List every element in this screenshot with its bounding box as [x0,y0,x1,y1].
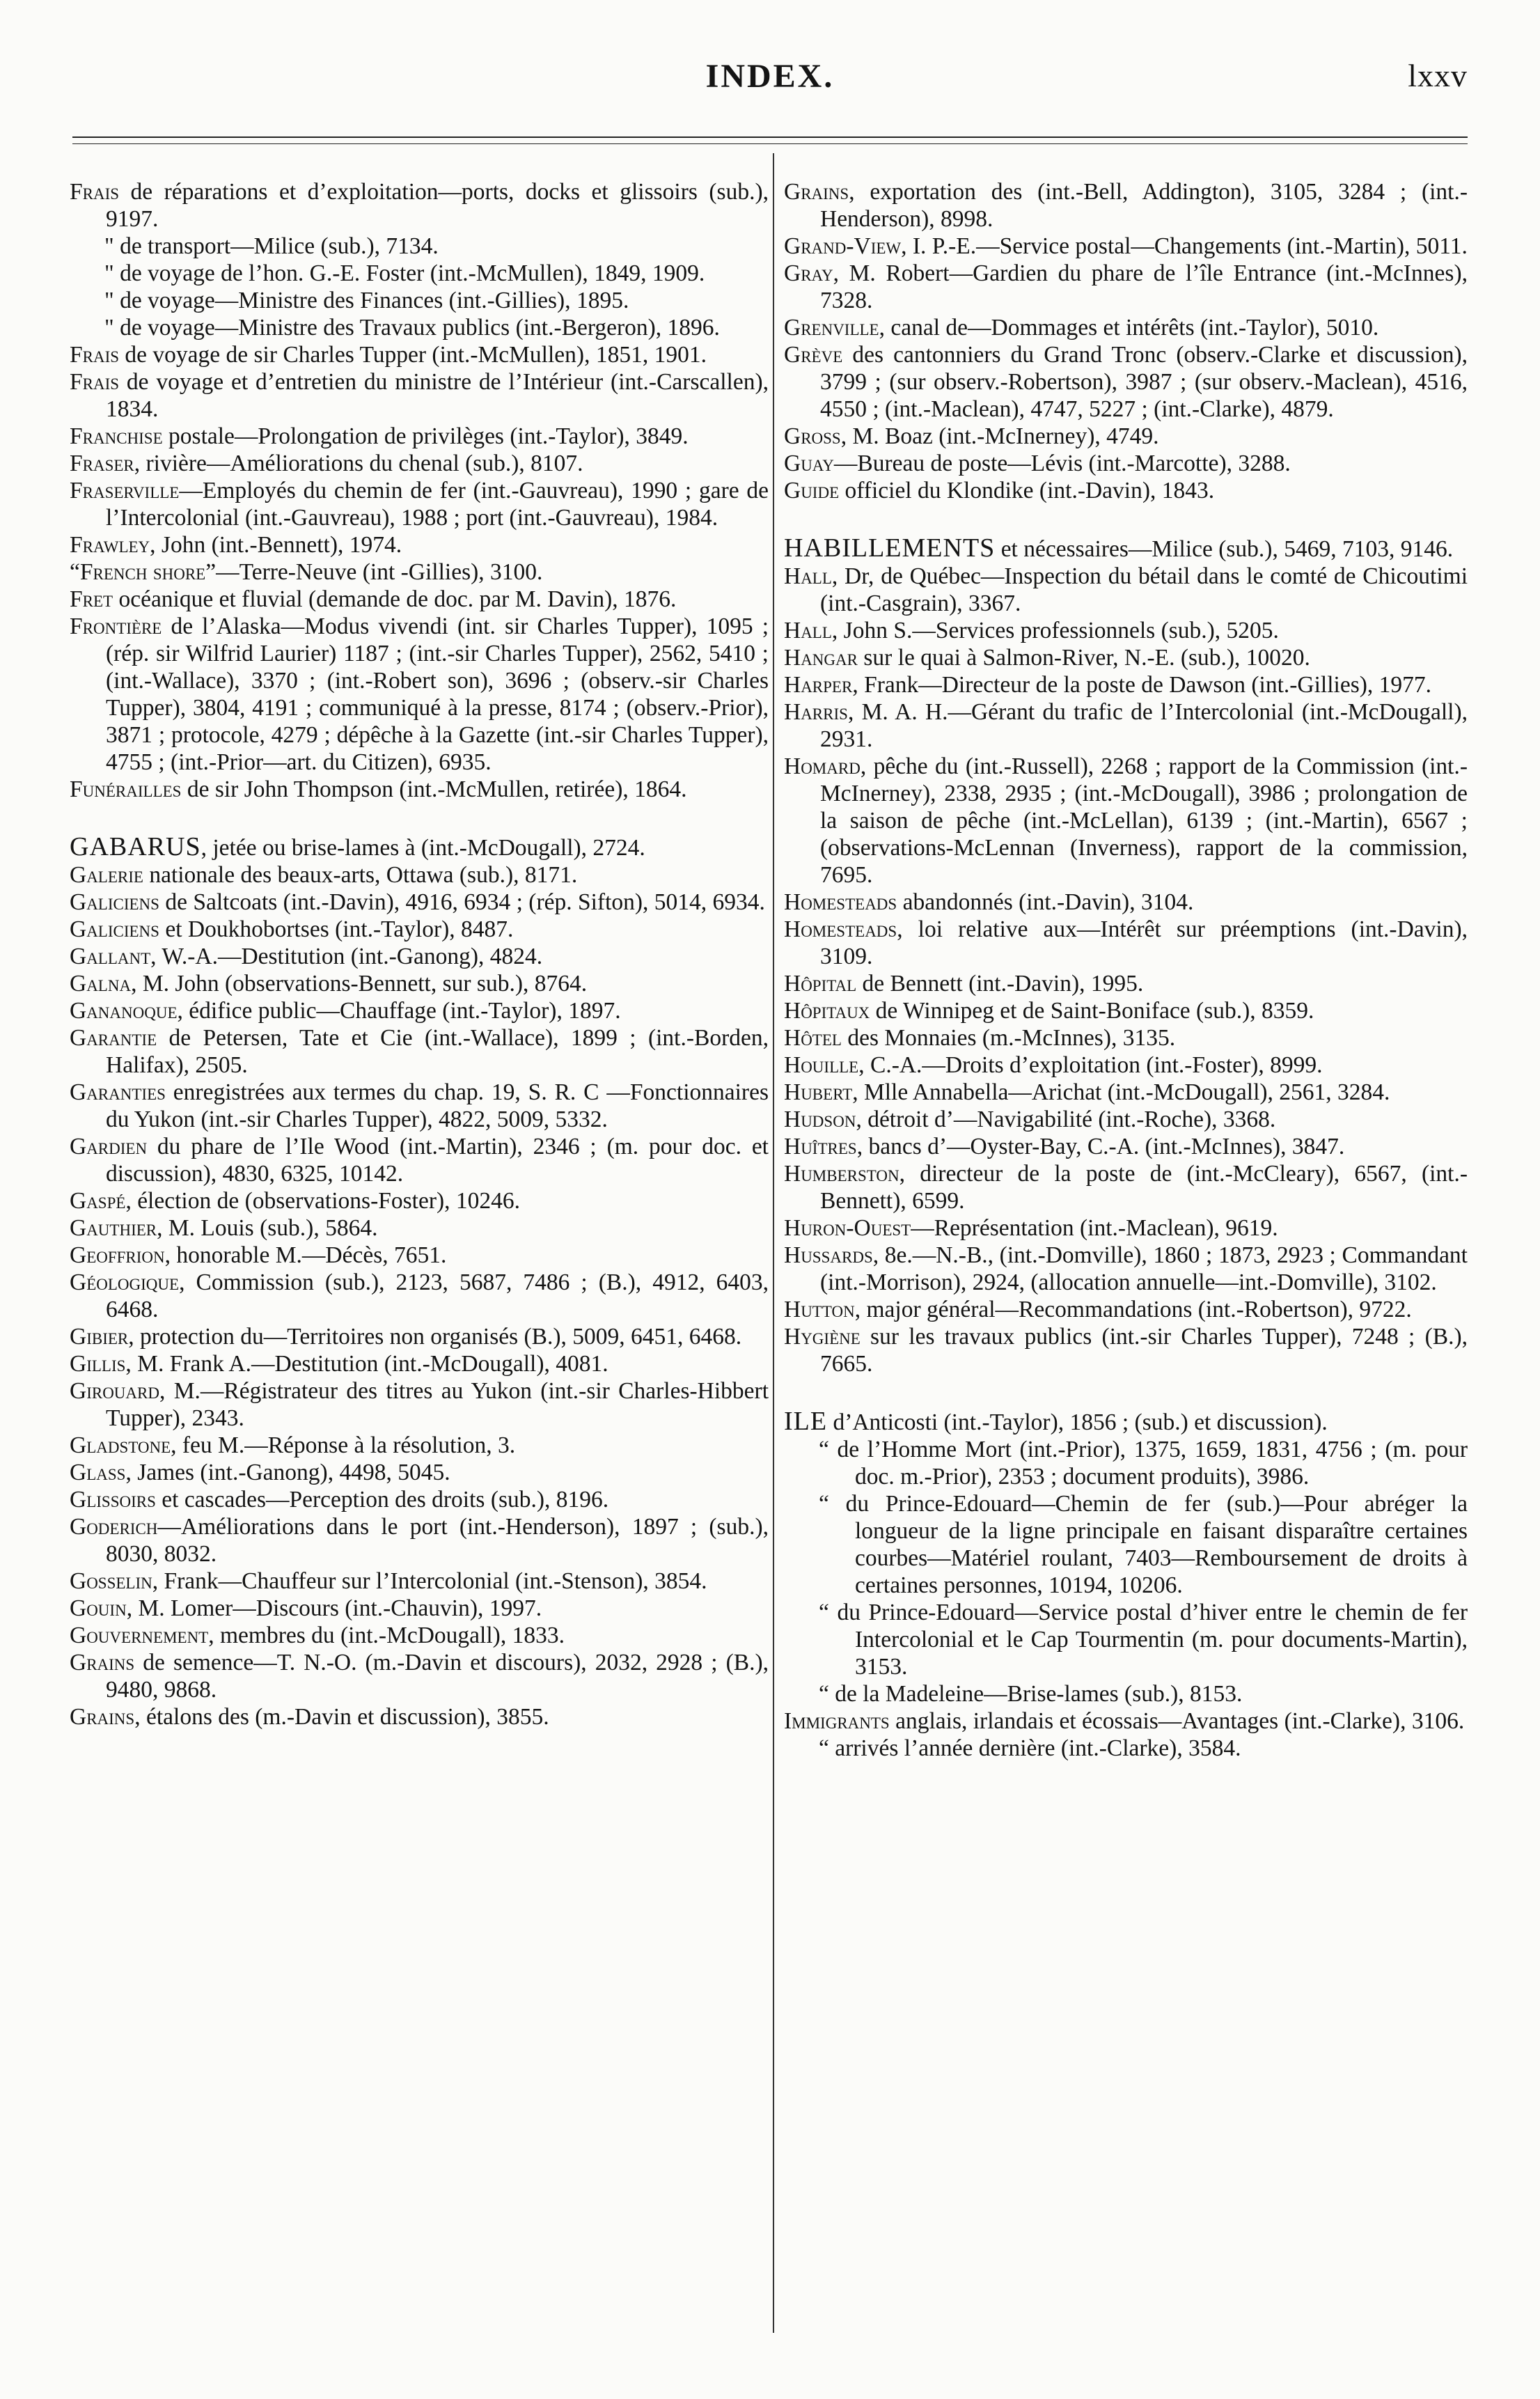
entry-text: , Frank—Directeur de la poste de Dawson (int.-Gillies), 1977. [852,672,1432,698]
index-entry [784,698,1468,753]
entry-text: du phare de l’Ile Wood (int.-Martin), 2346 ; (m. pour doc. et discussion), 4830, 6325, 10142. [106,1134,769,1187]
index-entry [784,178,1468,233]
entry-text: , élection de (observations-Foster), 10246. [125,1188,521,1214]
entry-heading: Gananoque [70,998,178,1024]
entry-heading: Hall [784,563,832,589]
index-entry [784,1408,1468,1436]
index-entry [70,314,769,341]
entry-text: , C.-A.—Droits d’exploitation (int.-Foster), 8999. [858,1052,1323,1078]
entry-heading: Hôpital [784,971,857,997]
index-entry [784,1214,1468,1242]
entry-text: de Saltcoats (int.-Davin), 4916, 6934 ; (rép. Sifton), 5014, 6934. [159,889,765,915]
entry-heading: " [104,315,114,341]
entry-text: , exportation des (int.-Bell, Addington), 3105, 3284 ; (int.-Henderson), 8998. [820,179,1468,232]
index-entry [784,260,1468,314]
entry-heading: Garantie [70,1025,157,1051]
index-entry [784,889,1468,916]
entry-heading: Harris [784,699,848,725]
entry-heading: Franchise [70,423,163,449]
entry-heading: Geoffrion [70,1242,165,1268]
entry-text: de voyage—Ministre des Travaux publics (int.-Bergeron), 1896. [113,315,720,341]
entry-heading: Galiciens [70,916,159,942]
entry-text: enregistrées aux termes du chap. 19, S. R. C —Fonctionnaires du Yukon (int.-sir Charles Tupper), 4822, 5009, 5332. [106,1079,769,1132]
entry-heading: “French shore [70,559,206,585]
page-number: lxxv [1408,58,1468,93]
entry-text: , jetée ou brise-lames à (int.-McDougall), 2724. [201,835,645,861]
entry-text: et nécessaires—Milice (sub.), 5469, 7103, 9146. [995,536,1454,562]
entry-heading: Hangar [784,645,858,671]
entry-text: , Dr, de Québec—Inspection du bétail dans le comté de Chicoutimi (int.-Casgrain), 3367. [820,563,1468,616]
entry-heading: “ [819,1681,829,1707]
index-entry [784,314,1468,341]
index-entry [70,1242,769,1269]
entry-text: et cascades—Perception des droits (sub.), 8196. [155,1487,609,1513]
entry-heading: ILE [784,1407,828,1436]
entry-heading: HABILLEMENTS [784,533,996,563]
index-entry [70,1649,769,1703]
entry-heading: Guide [784,478,840,503]
index-entry [70,341,769,368]
header-rule [72,136,1468,138]
entry-heading: Gillis [70,1351,126,1377]
entry-text: , W.-A.—Destitution (int.-Ganong), 4824. [150,944,543,969]
entry-heading: Gray [784,260,833,286]
entry-heading: Gaspé [70,1188,126,1214]
section-gap [784,504,1468,535]
index-entry [70,997,769,1024]
column-divider [773,153,774,2333]
index-entry [70,1024,769,1079]
entry-text: , étalons des (m.-Davin et discussion), 3855. [134,1704,549,1730]
index-entry [70,558,769,586]
entry-text: , James (int.-Ganong), 4498, 5045. [125,1460,450,1485]
entry-text: , rivière—Améliorations du chenal (sub.), 8107. [134,451,583,476]
index-entry [784,1024,1468,1052]
entry-text: , édifice public—Chauffage (int.-Taylor), 1897. [177,998,621,1024]
entry-heading: Immigrants [784,1708,890,1734]
entry-heading: " [104,260,114,286]
index-entry [784,450,1468,477]
entry-heading: Grève [784,342,843,368]
entry-text: —Employés du chemin de fer (int.-Gauvreau), 1990 ; gare de l’Intercolonial (int.-Gauvreau), 1988 ; port (int.-Gauvreau), 1984. [106,478,769,531]
entry-text: , M. A. H.—Gérant du trafic de l’Intercolonial (int.-McDougall), 2931. [820,699,1468,752]
entry-heading: Glass [70,1460,126,1485]
entry-text: , protection du—Territoires non organisés (B.), 5009, 6451, 6468. [128,1324,742,1350]
entry-text: océanique et fluvial (demande de doc. par M. Davin), 1876. [113,586,677,612]
entry-text: des cantonniers du Grand Tronc (observ.-Clarke et discussion), 3799 ; (sur observ.-Robertson), 3987 ; (sur observ.-Maclean), 4516, 4550 ; (int.-Maclean), 4747, 5227 ; (int.-Clarke), 4879. [820,342,1468,422]
index-entry [784,1052,1468,1079]
entry-text: du Prince-Edouard—Service postal d’hiver entre le chemin de fer Intercolonial et le Cap Tourmentin (m. pour documents-Martin), 3153. [828,1600,1468,1680]
index-entry [784,233,1468,260]
index-entry [784,1735,1468,1762]
index-entry [70,1459,769,1486]
index-entry [70,834,769,861]
entry-heading: Harper [784,672,853,698]
entry-heading: Gross [784,423,841,449]
entry-heading: Grains [70,1650,135,1675]
entry-heading: Galerie [70,862,143,888]
index-entry [70,970,769,997]
entry-heading: Gibier [70,1324,129,1350]
entry-text: de transport—Milice (sub.), 7134. [113,233,439,259]
index-entry [784,1599,1468,1680]
entry-heading: Gladstone [70,1432,171,1458]
index-entry [784,535,1468,563]
entry-text: de voyage—Ministre des Finances (int.-Gillies), 1895. [113,288,629,313]
entry-text: , pêche du (int.-Russell), 2268 ; rapport de la Commission (int.-McInerney), 2338, 2935 ; (int.-McDougall), 3986 ; prolongation de la saison de pêche (int.-McLellan), 6139 ; (int.-Martin), 6567 ; (observations-McLennan (Inverness), rapport de la commission, 7695. [820,753,1468,888]
entry-text: , bancs d’—Oyster-Bay, C.-A. (int.-McInnes), 3847. [856,1134,1345,1159]
entry-text: de l’Homme Mort (int.-Prior), 1375, 1659, 1831, 4756 ; (m. pour doc. m.-Prior), 2353 ; document produits), 3986. [828,1437,1468,1490]
entry-text: , M. Frank A.—Destitution (int.-McDougall), 4081. [125,1351,608,1377]
index-entry [70,1214,769,1242]
index-entry [784,916,1468,970]
entry-heading: Frais [70,342,120,368]
index-entry [70,1133,769,1187]
entry-text: de l’Alaska—Modus vivendi (int. sir Charles Tupper), 1095 ; (rép. sir Wilfrid Laurier) 1187 ; (int.-sir Charles Tupper), 2562, 5410 ; (int.-Wallace), 3370 ; (int.-Robert son), 3696 ; (observ.-sir Charles Tupper), 3804, 4191 ; communiqué à la presse, 8174 ; (observ.-Prior), 3871 ; protocole, 4279 ; dépêche à la Gazette (int.-sir Charles Tupper), 4755 ; (int.-Prior—art. du Citizen), 6935. [106,614,769,775]
entry-heading: Fret [70,586,113,612]
entry-heading: Homesteads [784,916,897,942]
index-entry [784,997,1468,1024]
index-entry [784,671,1468,698]
index-entry [70,287,769,314]
index-entry [70,586,769,613]
entry-text: , Commission (sub.), 2123, 5687, 7486 ; (B.), 4912, 6403, 6468. [106,1269,769,1322]
index-entry [70,1568,769,1595]
entry-heading: Fraserville [70,478,180,503]
entry-text: , M. John (observations-Bennett, sur sub.), 8764. [131,971,588,997]
entry-text: de semence—T. N.-O. (m.-Davin et discours), 2032, 2928 ; (B.), 9480, 9868. [106,1650,769,1703]
index-entry [70,233,769,260]
entry-text: , I. P.-E.—Service postal—Changements (int.-Martin), 5011. [901,233,1468,259]
index-entry [784,1296,1468,1323]
index-entry [70,1513,769,1568]
entry-heading: Glissoirs [70,1487,156,1513]
entry-heading: Galna [70,971,132,997]
entry-heading: Garanties [70,1079,166,1105]
entry-text: ”—Terre-Neuve (int -Gillies), 3100. [205,559,543,585]
entry-heading: Gauthier [70,1215,157,1241]
index-entry [70,1595,769,1622]
index-entry [70,477,769,531]
left-column [70,178,769,1730]
header-rule-thin [72,143,1468,144]
entry-heading: Hôtel [784,1025,842,1051]
entry-text: , major général—Recommandations (int.-Robertson), 9722. [854,1297,1412,1322]
entry-heading: Humberston [784,1161,899,1187]
entry-text: de sir John Thompson (int.-McMullen, retirée), 1864. [181,776,687,802]
index-entry [784,753,1468,889]
entry-text: , M.—Régistrateur des titres au Yukon (int.-sir Charles-Hibbert Tupper), 2343. [106,1378,769,1431]
index-entry [70,1432,769,1459]
index-entry [70,450,769,477]
index-entry [784,1323,1468,1377]
entry-text: , Mlle Annabella—Arichat (int.-McDougall), 2561, 3284. [852,1079,1390,1105]
entry-text: , John (int.-Bennett), 1974. [150,532,402,558]
entry-heading: Galiciens [70,889,159,915]
entry-text: , membres du (int.-McDougall), 1833. [208,1623,565,1648]
entry-text: , M. Louis (sub.), 5864. [157,1215,378,1241]
index-entry [784,1160,1468,1214]
entry-heading: Homesteads [784,889,897,915]
entry-text: postale—Prolongation de privilèges (int.-Taylor), 3849. [162,423,689,449]
entry-text: , 8e.—N.-B., (int.-Domville), 1860 ; 1873, 2923 ; Commandant (int.-Morrison), 2924, (allocation annuelle—int.-Domville), 3102. [820,1242,1468,1295]
entry-heading: Grains [70,1704,135,1730]
entry-heading: “ [819,1735,829,1761]
entry-heading: Géologique [70,1269,180,1295]
entry-heading: “ [819,1491,829,1517]
entry-heading: " [104,288,114,313]
index-entry [784,423,1468,450]
index-entry [70,1486,769,1513]
index-entry [70,889,769,916]
entry-text: arrivés l’année dernière (int.-Clarke), 3584. [828,1735,1241,1761]
index-entry [70,260,769,287]
entry-text: , M. Robert—Gardien du phare de l’île Entrance (int.-McInnes), 7328. [820,260,1468,313]
index-entry [70,423,769,450]
entry-text: —Représentation (int.-Maclean), 9619. [911,1215,1278,1241]
entry-text: de réparations et d’exploitation—ports, docks et glissoirs (sub.), 9197. [106,179,769,232]
entry-heading: Goderich [70,1514,158,1540]
entry-text: , honorable M.—Décès, 7651. [164,1242,447,1268]
entry-heading: Frais [70,179,120,205]
entry-heading: Gosselin [70,1568,152,1594]
entry-text: officiel du Klondike (int.-Davin), 1843. [839,478,1215,503]
index-entry [70,1703,769,1730]
entry-heading: Hygiène [784,1324,861,1350]
entry-text: , Frank—Chauffeur sur l’Intercolonial (int.-Stenson), 3854. [152,1568,707,1594]
index-entry [784,563,1468,617]
entry-text: , canal de—Dommages et intérêts (int.-Taylor), 5010. [879,315,1379,341]
index-entry [70,1323,769,1350]
entry-heading: Houille [784,1052,859,1078]
entry-heading: Frais [70,369,120,395]
index-entry [784,341,1468,423]
entry-heading: Frontière [70,614,162,639]
entry-text: —Bureau de poste—Lévis (int.-Marcotte), 3288. [833,451,1291,476]
entry-heading: Grand-View [784,233,902,259]
index-entry [70,368,769,423]
index-entry [70,1377,769,1432]
entry-heading: Guay [784,451,834,476]
entry-heading: Frawley [70,532,150,558]
entry-heading: Hudson [784,1107,856,1132]
entry-text: de la Madeleine—Brise-lames (sub.), 8153. [828,1681,1243,1707]
entry-heading: Hall [784,618,832,643]
entry-text: abandonnés (int.-Davin), 3104. [897,889,1194,915]
entry-heading: Funérailles [70,776,182,802]
entry-text: , feu M.—Réponse à la résolution, 3. [171,1432,516,1458]
entry-text: anglais, irlandais et écossais—Avantages (int.-Clarke), 3106. [889,1708,1465,1734]
entry-text: des Monnaies (m.-McInnes), 3135. [841,1025,1176,1051]
section-gap [784,1377,1468,1408]
index-entry [70,776,769,803]
entry-text: sur les travaux publics (int.-sir Charles Tupper), 7248 ; (B.), 7665. [820,1324,1468,1377]
entry-heading: Gallant [70,944,151,969]
entry-text: du Prince-Edouard—Chemin de fer (sub.)—Pour abréger la longueur de la ligne principale en faisant disparaître certaines courbes—Matériel roulant, 7403—Remboursement de droits à certaines personnes, 10194, 10206. [828,1491,1468,1598]
section-gap [70,803,769,834]
entry-heading: Hôpitaux [784,998,870,1024]
entry-heading: Gouvernement [70,1623,209,1648]
entry-text: d’Anticosti (int.-Taylor), 1856 ; (sub.) et discussion). [827,1409,1328,1435]
index-entry [70,1079,769,1133]
entry-text: , John S.—Services professionnels (sub.), 5205. [831,618,1279,643]
entry-text: , loi relative aux—Intérêt sur préemptions (int.-Davin), 3109. [820,916,1468,969]
entry-text: et Doukhobortses (int.-Taylor), 8487. [159,916,514,942]
index-entry [70,531,769,558]
index-entry [784,970,1468,997]
index-entry [784,1079,1468,1106]
entry-heading: Girouard [70,1378,159,1404]
index-entry [70,1622,769,1649]
index-entry [784,1680,1468,1708]
index-entry [784,1133,1468,1160]
entry-heading: Homard [784,753,861,779]
entry-text: , M. Lomer—Discours (int.-Chauvin), 1997. [126,1595,542,1621]
index-entry [784,1106,1468,1133]
index-entry [784,477,1468,504]
index-entry [784,1708,1468,1735]
entry-text: , détroit d’—Navigabilité (int.-Roche), 3368. [856,1107,1276,1132]
entry-heading: “ [819,1437,829,1462]
index-entry [70,916,769,943]
index-entry [70,1350,769,1377]
index-entry [70,613,769,776]
entry-heading: " [104,233,114,259]
entry-text: sur le quai à Salmon-River, N.-E. (sub.), 10020. [857,645,1310,671]
right-column [784,178,1468,1762]
page-title: INDEX. [705,58,835,95]
index-entry [784,1242,1468,1296]
entry-text: de voyage de sir Charles Tupper (int.-McMullen), 1851, 1901. [119,342,707,368]
index-entry [70,1269,769,1323]
entry-heading: Grenville [784,315,879,341]
index-entry [784,617,1468,644]
entry-text: de Winnipeg et de Saint-Boniface (sub.), 8359. [870,998,1314,1024]
index-entry [70,178,769,233]
index-entry [70,861,769,889]
index-entry [784,1436,1468,1490]
entry-text: de voyage de l’hon. G.-E. Foster (int.-McMullen), 1849, 1909. [113,260,705,286]
entry-heading: Grains [784,179,849,205]
index-entry [784,1490,1468,1599]
entry-heading: Gardien [70,1134,148,1159]
entry-heading: Gouin [70,1595,127,1621]
entry-text: de Petersen, Tate et Cie (int.-Wallace), 1899 ; (int.-Borden, Halifax), 2505. [106,1025,769,1078]
entry-text: de voyage et d’entretien du ministre de l’Intérieur (int.-Carscallen), 1834. [106,369,769,422]
entry-heading: Hussards [784,1242,873,1268]
entry-heading: Fraser [70,451,134,476]
entry-text: —Améliorations dans le port (int.-Henderson), 1897 ; (sub.), 8030, 8032. [106,1514,769,1567]
entry-text: de Bennett (int.-Davin), 1995. [856,971,1144,997]
page-header [72,57,1468,99]
index-entry [70,1187,769,1214]
entry-heading: Huîtres [784,1134,857,1159]
entry-heading: Huron-Ouest [784,1215,911,1241]
entry-heading: “ [819,1600,829,1625]
entry-heading: GABARUS [70,832,201,861]
index-entry [784,644,1468,671]
entry-text: nationale des beaux-arts, Ottawa (sub.), 8171. [143,862,578,888]
entry-text: , M. Boaz (int.-McInerney), 4749. [840,423,1159,449]
entry-text: , directeur de la poste de (int.-McCleary), 6567, (int.-Bennett), 6599. [820,1161,1468,1214]
index-entry [70,943,769,970]
entry-heading: Hubert [784,1079,853,1105]
entry-heading: Hutton [784,1297,855,1322]
